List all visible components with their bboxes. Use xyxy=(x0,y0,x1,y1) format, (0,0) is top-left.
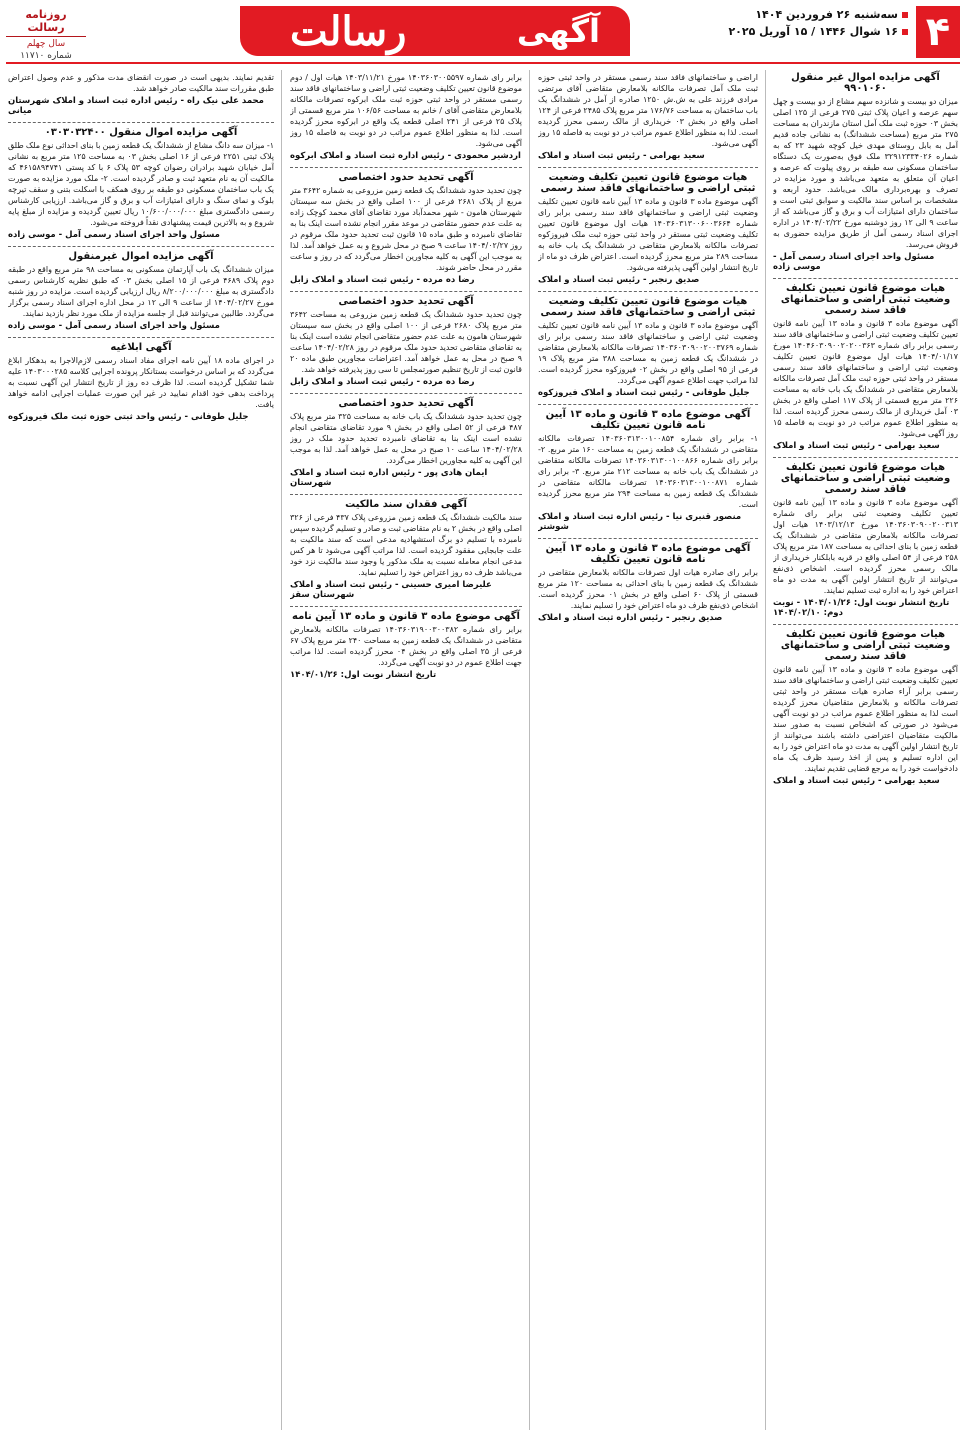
ad-signature: جلیل طوفانی - رئیس ثبت اسناد و املاک فیروزکوه xyxy=(538,388,750,398)
ad-title: هیات موضوع قانون تعیین تکلیف وضعیت ثبتی اراضی و ساختمانهای فاقد سند رسمی xyxy=(780,629,951,662)
ad-signature: تاریخ انتشار نوبت اول: ۱۴۰۴/۰۱/۲۶ xyxy=(290,670,437,680)
issue-number: شماره ۱۱۷۱۰ xyxy=(20,51,72,61)
column-3 xyxy=(290,70,522,1432)
page-header xyxy=(0,0,966,68)
ad-divider xyxy=(773,624,958,625)
column-2 xyxy=(538,70,758,1432)
ad-signature: سعید بهرامی - رئیس ثبت اسناد و املاک xyxy=(538,151,705,161)
ad-body: چون تحدید حدود ششدانگ یک باب خانه به مساحت ۳۲۵ متر مربع پلاک ۴۸۷ فرعی از ۵۲ اصلی واقع در بخش ۹ مورد تقاضای متقاضی انجام نشده است اینک بنا به تقاضای نامبرده تحدید حدود ملک در روز ۱۴۰۴/۰۲/۲۸ ساعت ۱۰ صبح در محل به عمل خواهد آمد. لذا به موجب این آگهی به کلیه مجاورین اخطار می‌گردد. xyxy=(290,412,522,465)
ad-divider xyxy=(290,291,522,292)
ad-body: تقدیم نمایند. بدیهی است در صورت انقضای مدت مذکور و عدم وصول اعتراض طبق مقررات سند مالکیت صادر خواهد شد. xyxy=(8,73,274,93)
bullet-square-icon xyxy=(902,12,908,18)
ad-body: چون تحدید حدود ششدانگ یک قطعه زمین مزروعی به شماره ۳۶۴۲ متر مربع از پلاک ۲۶۸۱ فرعی از ۱۰۰ اصلی واقع در بخش سه سیستان شهرستان هامون - شهر محمدآباد مورد تقاضای آقای محمد کوچک زاده به علت عدم حضور متقاضی در موعد مقرر انجام نشده است اینک بنا به تقاضای نامبرده و طبق ماده ۱۵ قانون ثبت تحدید حدود ملک مرقوم در روز ۱۴۰۴/۰۲/۲۷ ساعت ۹ صبح در محل شروع و به عمل خواهد آمد. لذا به موجب این آگهی به کلیه مجاورین اخطار می‌گردد که در روز و ساعت مقرر در محل حاضر شوند. xyxy=(290,186,522,272)
ad-body: ۱- میزان سه دانگ مشاع از ششدانگ یک قطعه زمین با بنای احداثی نوع ملک طلق پلاک ثبتی ۲۲۵۱ فرعی از ۱۶ اصلی بخش ۰۳ به مساحت ۱۲۵ متر مربع به نشانی آمل خیابان شهید برادران رضوان کوچه ۵۳ پلاک ۶ با کد پستی ۴۶۱۵۸۹۴۷۴۱ که مالکیت آن به نام متعهد ثبت و صادر گردیده است. ۲- ملک مورد مزایده به صورت یک باب ساختمان مسکونی دو طبقه بر روی همکف با اسکلت بتنی و سقف تیرچه بلوک و نمای سنگ و دارای امتیازات آب و برق و گاز می‌باشد. ارزیابی کارشناس رسمی دادگستری مبلغ ۱۰/۶۰۰/۰۰۰/۰۰۰ ریال تعیین گردیده و مزایده از مبلغ پایه شروع و به بالاترین قیمت پیشنهادی نقداً فروخته می‌شود. xyxy=(8,141,274,227)
ad-body: برابر رای شماره ۱۴۰۳۶۰۳۰۰۵۵۹۷ مورخ ۱۴۰۳/۱۱/۲۱ هیات اول / دوم موضوع قانون تعیین تکلیف وضعیت ثبتی اراضی و ساختمانهای فاقد سند رسمی مستقر در واحد ثبتی حوزه ثبت ملک ابرکوه تصرفات مالکانه بلامعارض متقاضی آقای / خانم به مساحت ۱۰۶/۵۶ متر مربع قسمتی از پلاک ۲۵ فرعی از ۲۴۱ اصلی قطعه یک واقع در ابرکوه محرز گردیده است. لذا به منظور اطلاع عموم مراتب در دو نوبت به فاصله ۱۵ روز آگهی می‌شود. xyxy=(290,73,522,148)
ad-signature: مسئول واحد اجرای اسناد رسمی آمل - موسی زاده xyxy=(8,321,220,331)
ad-block xyxy=(8,251,274,331)
ad-divider xyxy=(773,278,958,279)
column-rule xyxy=(765,70,766,1430)
ad-title: هیات موضوع قانون تعیین تکلیف وضعیت ثبتی اراضی و ساختمانهای فاقد سند رسمی xyxy=(780,283,951,316)
ad-title: آگهی موضوع ماده ۳ قانون و ماده ۱۳ آیین نامه قانون تعیین تکلیف xyxy=(545,543,751,565)
ad-title: هیات موضوع قانون تعیین تکلیف وضعیت ثبتی اراضی و ساختمانهای فاقد سند رسمی xyxy=(540,172,756,194)
ad-block xyxy=(290,296,522,387)
ad-body: چون تحدید حدود ششدانگ یک قطعه زمین مزروعی به مساحت ۳۶۴۲ متر مربع پلاک ۲۶۸۰ فرعی از ۱۰۰ اصلی واقع در بخش سه سیستان شهرستان هامون به علت عدم حضور متقاضی انجام نشده است اینک بنا به تقاضای متقاضی تحدید حدود ملک مرقوم در روز ۱۴۰۴/۰۲/۲۸ ساعت ۹ صبح در محل به عمل خواهد آمد. اعتراضات مجاورین طبق ماده ۲۰ قانون ثبت از تاریخ تنظیم صورتمجلس تا سی روز پذیرفته خواهد شد. xyxy=(290,310,522,374)
ad-title: آگهی تحدید حدود اختصاصی xyxy=(338,172,474,183)
ad-block xyxy=(538,543,758,623)
ad-block xyxy=(538,172,758,285)
ad-block xyxy=(773,462,958,618)
ad-signature: صدیق رنجبر - رئیس اداره ثبت اسناد و املاک xyxy=(538,613,723,623)
ad-signature: رضا ده مرده - رئیس ثبت اسناد و املاک زابل xyxy=(290,377,475,387)
ad-divider xyxy=(538,167,758,168)
ad-title: آگهی تحدید حدود اختصاصی xyxy=(338,398,474,409)
ad-body: آگهی موضوع ماده ۳ قانون و ماده ۱۳ آیین نامه قانون تعیین تکلیف وضعیت ثبتی اراضی و ساختمانهای فاقد سند رسمی برابر رای شماره ۱۴۰۴۶۰۳۰۹۰۰۲۰۲۰۰۳۶۳ مورخ ۱۴۰۴/۰۱/۱۷ هیات اول موضوع قانون تعیین تکلیف وضعیت ثبتی اراضی و ساختمانهای فاقد سند رسمی مستقر در واحد ثبتی حوزه ثبت ملک آمل تصرفات مالکانه بلامعارض متقاضی در ششدانگ یک باب خانه به مساحت ۲۲۶ متر مربع قسمتی از پلاک ۱۱۷ اصلی واقع در بخش ۰۳ آمل خریداری از مالک رسمی محرز گردیده است. لذا به منظور اطلاع عموم مراتب در دو نوبت به فاصله ۱۵ روز آگهی می‌شود. xyxy=(773,319,958,438)
ad-title: آگهی تحدید حدود اختصاصی xyxy=(338,296,474,307)
date-persian: سه‌شنبه ۲۶ فروردین ۱۴۰۴ xyxy=(755,8,898,21)
ad-divider xyxy=(8,122,274,123)
ad-block xyxy=(538,296,758,398)
ad-signature: صدیق رنجبر - رئیس ثبت اسناد و املاک xyxy=(538,275,700,285)
date-hijri: ۱۶ شوال ۱۴۴۶ / ۱۵ آوریل ۲۰۲۵ xyxy=(728,25,898,38)
header-divider xyxy=(6,62,960,64)
ad-signature: تاریخ انتشار نوبت اول: ۱۴۰۴/۰۱/۲۶ - نوبت دوم: ۱۴۰۴/۰۲/۱۰ xyxy=(773,598,950,618)
ad-body: آگهی موضوع ماده ۳ قانون و ماده ۱۳ آیین نامه قانون تعیین تکلیف وضعیت ثبتی برابر رای شماره ۱۴۰۳۶۰۳۰۹۰۰۲۰۰۳۱۳ مورخ ۱۴۰۳/۱۲/۱۳ هیات اول تصرفات مالکانه بلامعارض متقاضی در ششدانگ یک قطعه زمین با بنای احداثی به مساحت ۱۸۷ متر مربع پلاک ۲۵۸ فرعی از ۵۴ اصلی واقع در قریه بابلکنار خریداری از مالک رسمی محرز گردیده است. اشخاص ذی‌نفع می‌توانند از تاریخ انتشار اولین آگهی به مدت دو ماه اعتراض خود را به اداره ثبت تسلیم نمایند. xyxy=(773,498,958,595)
section-banner xyxy=(240,6,630,56)
ad-body: ۱- برابر رای شماره ۱۴۰۳۶۰۳۱۳۰۰۱۰۰۸۵۴ تصرفات مالکانه متقاضی در ششدانگ یک قطعه زمین به مساحت ۱۶۰ متر مربع. ۲- برابر رای شماره ۱۴۰۳۶۰۳۱۳۰۰۱۰۰۸۶۶ تصرفات مالکانه متقاضی در ششدانگ یک باب خانه به مساحت ۲۱۲ متر مربع. ۳- برابر رای شماره ۱۴۰۳۶۰۳۱۳۰۰۱۰۰۸۷۱ تصرفات مالکانه متقاضی در ششدانگ یک قطعه زمین به مساحت ۲۹۴ متر مربع محرز گردیده است. xyxy=(538,434,758,509)
ad-signature: مسئول واحد اجرای اسناد رسمی آمل - موسی زاده xyxy=(8,230,220,240)
issue-info xyxy=(6,8,86,61)
ad-title: آگهی مزایده اموال منقول ۰۳۰۳۰۳۲۴۰۰ xyxy=(44,127,238,138)
column-rule xyxy=(281,70,282,1430)
ad-block xyxy=(8,342,274,422)
ad-block xyxy=(8,127,274,240)
ad-divider xyxy=(773,457,958,458)
ad-title: آگهی مزایده اموال غیرمنقول xyxy=(68,251,214,262)
ad-block xyxy=(773,283,958,451)
ad-title: آگهی فقدان سند مالکیت xyxy=(345,499,467,510)
column-1 xyxy=(773,70,958,1432)
ad-block xyxy=(773,629,958,786)
ad-body: سند مالکیت ششدانگ یک قطعه زمین مزروعی پلاک ۴۳۷ فرعی از ۳۲۶ اصلی واقع در بخش ۲ به نام متقاضی ثبت و صادر و تسلیم گردیده سپس نامبرده با تسلیم دو برگ استشهادیه مدعی است که سند مالکیت به علت جابجایی مفقود گردیده است. لذا مراتب آگهی می‌شود تا هر کس مدعی انجام معامله نسبت به ملک مذکور یا وجود سند مالکیت نزد خود می‌باشد ظرف ده روز اعتراض خود را تسلیم نماید. xyxy=(290,513,522,577)
ad-signature: سعید بهرامی - رئیس ثبت اسناد و املاک xyxy=(773,776,940,786)
volume-year: سال چهلم xyxy=(26,39,66,49)
ad-block xyxy=(290,172,522,285)
bullet-square-icon xyxy=(902,29,908,35)
ad-signature: جلیل طوفانی - رئیس واحد ثبتی حوزه ثبت ملک فیروزکوه xyxy=(8,412,249,422)
ad-title: هیات موضوع قانون تعیین تکلیف وضعیت ثبتی اراضی و ساختمانهای فاقد سند رسمی xyxy=(780,462,951,495)
ad-divider xyxy=(8,246,274,247)
column-rule xyxy=(529,70,530,1430)
ad-body: آگهی موضوع ماده ۳ قانون و ماده ۱۳ آیین نامه قانون تعیین تکلیف وضعیت ثبتی اراضی و ساختمانهای فاقد سند رسمی برابر آراء صادره هیات مستقر در واحد ثبتی تصرفات مالکانه و بلامعارض متقاضیان محرز گردیده است لذا به منظور اطلاع عموم مراتب در دو نوبت آگهی می‌شود در صورتی که اشخاص نسبت به صدور سند مالکیت متقاضیان اعتراضی داشته باشند می‌توانند از تاریخ انتشار اولین آگهی به مدت دو ماه اعتراض خود را به این اداره تسلیم و پس از اخذ رسید ظرف یک ماه دادخواست خود را به مرجع قضایی تقدیم نمایند. xyxy=(773,665,958,773)
ad-signature: محمد علی نیک راه - رئیس اداره ثبت اسناد و املاک شهرستان میانی xyxy=(8,96,264,116)
ad-divider xyxy=(538,291,758,292)
ad-signature: علیرضا امیری حسینی - رئیس ثبت اسناد و املاک شهرستان سقز xyxy=(290,580,492,600)
ad-signature: ایمان هادی پور - رئیس اداره ثبت اسناد و املاک شهرستان xyxy=(290,468,488,488)
ad-block xyxy=(290,398,522,488)
ad-body: در اجرای ماده ۱۸ آیین نامه اجرای مفاد اسناد رسمی لازم‌الاجرا به بدهکار ابلاغ می‌گردد که بر اساس درخواست بستانکار پرونده اجرایی کلاسه ۱۴۰۳۰۰۰۲۸۵ علیه شما تشکیل گردیده است. لذا ظرف ده روز از تاریخ انتشار این آگهی نسبت به پرداخت بدهی خود اقدام نمایید در غیر این صورت عملیات اجرایی ادامه خواهد یافت. xyxy=(8,356,274,409)
ad-body: میزان ششدانگ یک باب آپارتمان مسکونی به مساحت ۹۸ متر مربع واقع در طبقه دوم پلاک ۴۶۸۹ فرعی از ۱۵ اصلی بخش ۰۳ که طبق نظریه کارشناس رسمی دادگستری به مبلغ ۸/۲۰۰/۰۰۰/۰۰۰ ریال ارزیابی گردیده است. مزایده در روز شنبه مورخ ۱۴۰۴/۰۲/۲۷ از ساعت ۹ الی ۱۲ در محل اداره اجرای اسناد رسمی برگزار می‌گردد. طالبین می‌توانند قبل از جلسه مزایده از ملک مورد نظر بازدید نمایند. xyxy=(8,265,274,318)
ad-signature: رضا ده مرده - رئیس ثبت اسناد و املاک زابل xyxy=(290,275,475,285)
column-4 xyxy=(8,70,274,1432)
ad-block xyxy=(538,409,758,532)
issue-date xyxy=(728,8,908,42)
ad-body: برابر رای شماره ۱۴۰۳۶۰۳۱۹۰۰۳۰۰۳۸۲ تصرفات مالکانه بلامعارض متقاضی در ششدانگ یک قطعه زمین به مساحت ۲۴۰ متر مربع پلاک ۶۷ فرعی از ۲۵ اصلی واقع در بخش ۰۴ محرز گردیده است. لذا مراتب جهت اطلاع عموم در دو نوبت آگهی می‌گردد. xyxy=(290,625,522,667)
ad-body: آگهی موضوع ماده ۳ قانون و ماده ۱۳ آیین نامه قانون تعیین تکلیف وضعیت ثبتی اراضی و ساختمانهای فاقد سند رسمی برابر رای شماره ۱۴۰۳۶۰۳۱۳۰۰۶۰۰۳۶۶۴ هیات اول موضوع قانون تعیین تکلیف وضعیت ثبتی مستقر در واحد ثبتی حوزه ثبت ملک فیروزکوه تصرفات مالکانه بلامعارض متقاضی در ششدانگ یک باب خانه به مساحت ۲۸۹ متر مربع محرز گردیده است. اعتراض ظرف دو ماه از تاریخ انتشار اولین آگهی پذیرفته می‌شود. xyxy=(538,197,758,272)
ad-signature: منصور قنبری نیا - رئیس اداره ثبت اسناد و املاک شوشتر xyxy=(538,512,742,532)
ad-signature: مسئول واحد اجرای اسناد رسمی آمل - موسی زاده xyxy=(773,252,935,272)
ad-title: آگهی موضوع ماده ۳ قانون و ماده ۱۳ آیین نامه قانون تعیین تکلیف xyxy=(545,409,751,431)
page-number: ۴ xyxy=(916,6,960,58)
ad-block xyxy=(538,72,758,161)
ad-divider xyxy=(290,494,522,495)
ad-signature: سعید بهرامی - رئیس ثبت اسناد و املاک xyxy=(773,441,940,451)
ad-divider xyxy=(290,606,522,607)
ad-block xyxy=(773,72,958,272)
section-title: آگهی xyxy=(516,12,600,50)
ad-title: آگهی موضوع ماده ۳ قانون و ماده ۱۳ آیین نامه xyxy=(292,611,520,622)
ad-divider xyxy=(538,538,758,539)
ad-divider xyxy=(8,337,274,338)
ad-body: آگهی موضوع ماده ۳ قانون و ماده ۱۳ آیین نامه قانون تعیین تکلیف وضعیت ثبتی اراضی و ساختمانهای فاقد سند رسمی برابر رای شماره ۱۴۰۳۶۰۳۰۹۰۰۲۰۰۳۷۶۹ تصرفات مالکانه بلامعارض متقاضی در ششدانگ یک قطعه زمین به مساحت ۳۸۸ متر مربع پلاک ۱۹ فرعی از ۹۵ اصلی واقع در بخش ۰۲ فیروزکوه محرز گردیده است. لذا مراتب جهت اطلاع عموم آگهی می‌گردد. xyxy=(538,321,758,385)
ad-title: هیات موضوع قانون تعیین تکلیف وضعیت ثبتی اراضی و ساختمانهای فاقد سند رسمی xyxy=(540,296,756,318)
ad-body: میزان دو بیست و شانزده سهم مشاع از دو بیست و چهل سهم عرصه و اعیان پلاک ثبتی ۲۷۵ فرعی از ۱۲۵ اصلی بخش ۰۳ حوزه ثبت ملک آمل استان مازندران به مساحت ۲۷۵ متر مربع (مساحت ششدانگ) به نشانی جاده قدیم آمل به بابل روستای مهدی خیل کوچه شهید ۲۳ که به شماره ۳۲۹۱۲۳۳۴۰۲۶ ملک فوق به‌صورت یک دستگاه ساختمان مسکونی سه طبقه بر روی پیلوت که عرصه و اعیان آن متعلق به متعهد می‌باشد و مورد مزایده در تصرف و بهره‌برداری مالک می‌باشد. حدود اربعه و مشخصات بر اساس سند مالکیت و سوابق ثبتی است و ساختمان دارای امتیازات آب و برق و گاز می‌باشد که از ساعت ۹ الی ۱۲ روز دوشنبه مورخ ۱۴۰۴/۰۲/۲۲ در اداره اجرای اسناد رسمی آمل از طریق مزایده حضوری به فروش می‌رسد. xyxy=(773,97,958,249)
ad-divider xyxy=(290,393,522,394)
newspaper-logo: رسالت xyxy=(290,8,407,55)
ad-body: اراضی و ساختمانهای فاقد سند رسمی مستقر در واحد ثبتی حوزه ثبت ملک آمل تصرفات مالکانه بلامعارض متقاضی آقای مرتضی مرادی فرزند علی به ش.ش ۱۲۵۰ صادره از آمل در ششدانگ یک باب ساختمان به مساحت ۱۷۶/۷۶ متر مربع پلاک ۲۴۸۵ فرعی از ۱۲۴ اصلی واقع در بخش ۰۳ خریداری از مالک رسمی محرز گردیده است. لذا به منظور اطلاع عموم مراتب در دو نوبت به فاصله ۱۵ روز آگهی می‌شود. xyxy=(538,73,758,148)
ad-title: آگهی ابلاغیه xyxy=(110,342,172,353)
ad-title: آگهی مزایده اموال غیر منقول ۹۹۰۱۰۶۰ xyxy=(791,72,940,94)
ad-divider xyxy=(290,167,522,168)
ad-signature: اردشیر محمودی - رئیس اداره ثبت اسناد و املاک ابرکوه xyxy=(290,151,521,161)
ad-body: برابر رای صادره هیات اول تصرفات مالکانه بلامعارض متقاضی در ششدانگ یک قطعه زمین با بنای احداثی به مساحت ۱۲۰ متر مربع قسمتی از پلاک ۶۰ اصلی واقع در بخش ۰۱ محرز گردیده است. اشخاص ذی‌نفع ظرف دو ماه اعتراض خود را تسلیم نمایند. xyxy=(538,568,758,610)
paper-name: روزنامه رسالت xyxy=(6,8,86,37)
ad-block xyxy=(290,499,522,600)
ad-divider xyxy=(538,404,758,405)
ad-block xyxy=(290,611,522,680)
ad-block xyxy=(290,72,522,161)
ad-block xyxy=(8,72,274,116)
